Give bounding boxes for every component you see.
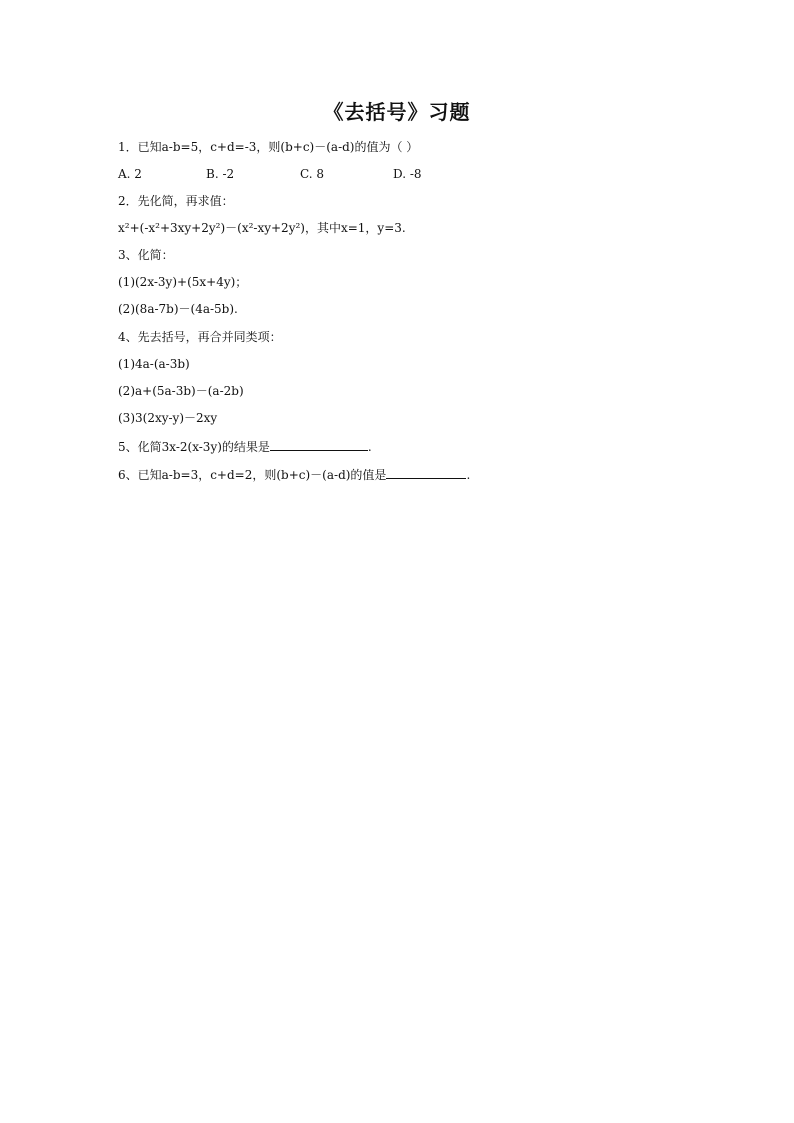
option-b: B. -2 — [206, 167, 235, 181]
option-c: C. 8 — [300, 167, 325, 181]
answer-blank-5[interactable] — [270, 438, 368, 451]
question-1: 1．已知a-b=5，c+d=-3，则(b+c)－(a-d)的值为（ ） — [118, 140, 419, 154]
option-d: D. -8 — [393, 167, 422, 181]
question-5-period: . — [367, 440, 372, 454]
question-6-period: . — [466, 468, 471, 482]
question-5 — [118, 438, 372, 455]
question-6 — [118, 466, 470, 483]
question-6-text: 6、已知a-b=3，c+d=2，则(b+c)－(a-d)的值是 — [118, 468, 387, 482]
question-2: 2．先化简，再求值： — [118, 194, 234, 208]
question-3-item-1: (1)(2x-3y)+(5x+4y)； — [118, 275, 248, 289]
question-5-text: 5、化简3x-2(x-3y)的结果是 — [118, 440, 270, 454]
question-3: 3、化简： — [118, 248, 174, 262]
question-4: 4、先去括号，再合并同类项： — [118, 330, 282, 344]
question-4-item-1: (1)4a-(a-3b) — [118, 357, 190, 371]
question-2-expression: x²+(-x²+3xy+2y²)－(x²-xy+2y²)，其中x=1，y=3. — [118, 221, 406, 235]
question-4-item-2: (2)a+(5a-3b)－(a-2b) — [118, 384, 244, 398]
question-3-item-2: (2)(8a-7b)－(4a-5b). — [118, 302, 238, 316]
answer-blank-6[interactable] — [386, 466, 466, 479]
option-a: A. 2 — [118, 167, 142, 181]
page-title: 《去括号》习题 — [323, 100, 471, 124]
question-4-item-3: (3)3(2xy-y)－2xy — [118, 411, 218, 425]
